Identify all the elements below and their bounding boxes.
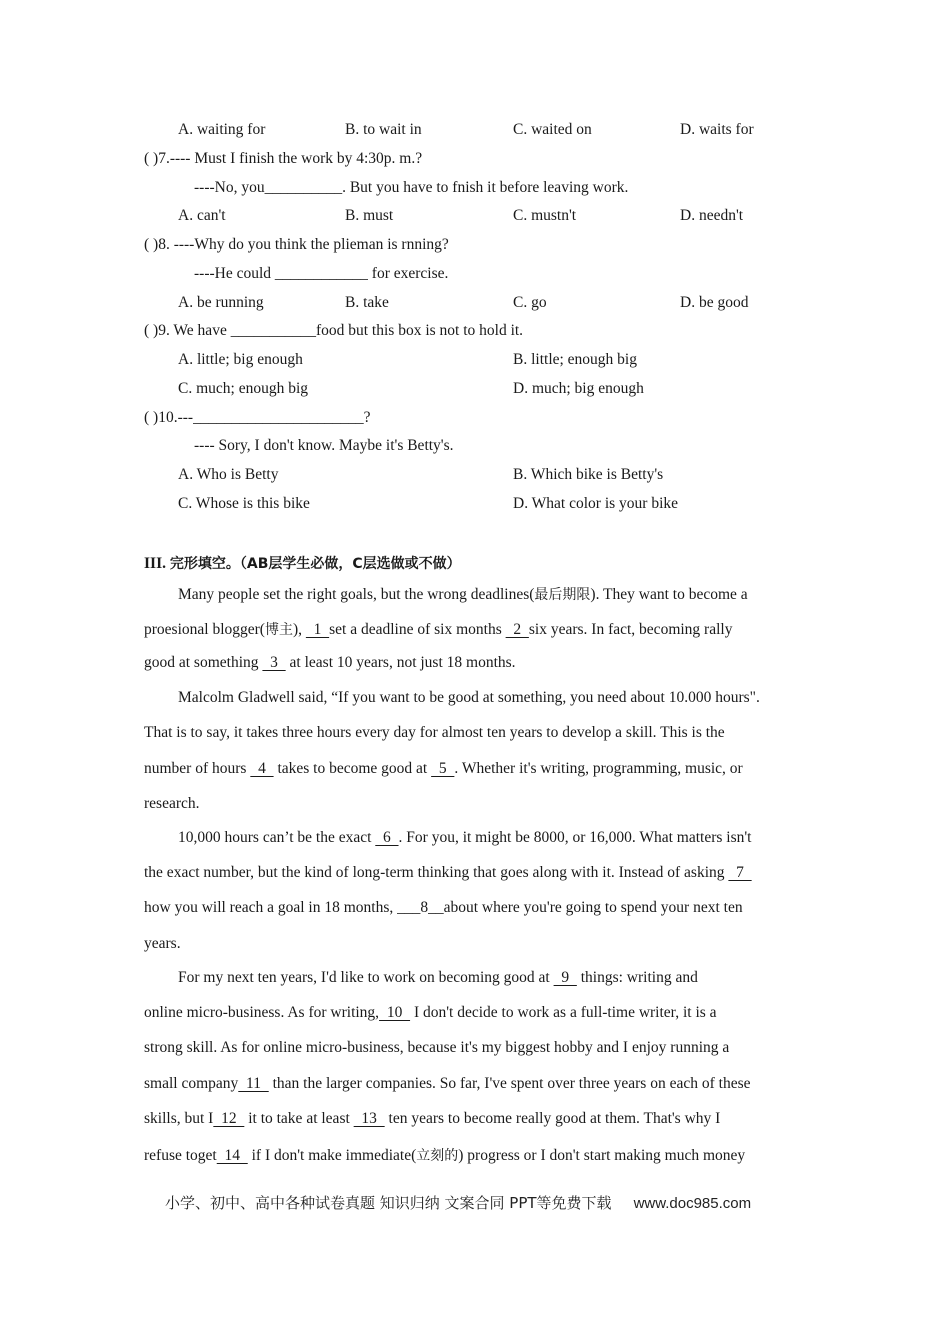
cloze-blank-10[interactable]: 10: [379, 1004, 411, 1021]
q9-option-d[interactable]: D. much; big enough: [513, 380, 644, 397]
cloze-blank-4[interactable]: 4: [250, 760, 274, 777]
cloze-blank-1[interactable]: 1: [305, 621, 330, 638]
q7-option-b[interactable]: B. must: [345, 207, 394, 224]
q7-reply: ----No, you__________. But you have to fnish it before leaving work.: [194, 179, 629, 196]
q8-answer-blank[interactable]: ____________: [274, 265, 368, 282]
q6-option-c[interactable]: C. waited on: [513, 121, 592, 138]
q8-option-b[interactable]: B. take: [345, 294, 389, 311]
cloze-blank-6[interactable]: 6: [375, 829, 399, 846]
q8-stem: ( )8. ----Why do you think the plieman is rnning?: [144, 236, 449, 253]
q9-stem: ( )9. We have ___________food but this box is not to hold it.: [144, 322, 524, 339]
page-footer: [165, 1192, 751, 1213]
cloze-blank-5[interactable]: 5: [431, 760, 455, 777]
q7-stem: ( )7.---- Must I finish the work by 4:30p. m.?: [144, 150, 423, 167]
cloze-blank-12[interactable]: 12: [213, 1110, 245, 1127]
q8-reply: ----He could ____________ for exercise.: [194, 265, 449, 282]
q10-option-a[interactable]: A. Who is Betty: [178, 466, 279, 483]
cloze-blank-14[interactable]: 14: [216, 1147, 248, 1164]
q6-option-b[interactable]: B. to wait in: [345, 121, 422, 138]
q10-answer-blank[interactable]: ______________________: [193, 409, 364, 426]
q8-option-a[interactable]: A. be running: [178, 294, 264, 311]
q7-option-c[interactable]: C. mustn't: [513, 207, 577, 224]
cloze-blank-7[interactable]: 7: [728, 864, 752, 881]
footer-text: 小学、初中、高中各种试卷真题 知识归纳 文案合同 PPT等免费下载: [165, 1194, 612, 1212]
q9-option-c[interactable]: C. much; enough big: [178, 380, 309, 397]
cloze-blank-3[interactable]: 3: [262, 654, 286, 671]
exam-page: A. waiting for B. to wait in C. waited on D. waits for ( )7.---- Must I finish the work by 4:30p. m.? ----No, you__________. But you have to fnish it before leaving work. A. can't B. must C. mustn't D. needn't ( )8. ----Why do you think the plieman is rnning? ----He could ____________ for exercise. A. be running B. take C. go D. be good ( )9. We have ___________food but this box is not to hold it. A. little; big enough B. little; enough big C. much; enough big D. much; big enough ( )10.---______________________? ---- Sory, I don't know. Maybe it's Betty's. A. Who is Betty B. Which bike is Betty's C. Whose is this bike D. What color is your bike III. 完形填空。（AB层学生必做，C层选做或不做） Many people set the right goals, but the wrong deadlines(最后期限). They want to become a proesional blogger(博主), 1 set a deadline of six months 2 six years. In fact, becoming rally good at something 3 at least 10 years, not just 18 months. Malcolm Gladwell said, “If you want to be good at something, you need about 10.000 hours". That is to say, it takes three hours every day for almost ten years to develop a skill. This is the number of hours 4 takes to become good at 5 . Whether it's writing, programming, music, or research. 10,000 hours can’t be the exact 6 . For you, it might be 8000, or 16,000. What matters isn't the exact number, but the kind of long-term thinking that goes along with it. Instead of asking 7 how you will reach a goal in 18 months, ___8__about where you're going to spend your next ten years. For my next ten years, I'd like to work on becoming good at 9 things: writing and online micro-business. As for writing, 10 I don't decide to work as a full-time writer, it is a strong skill. As for online micro-business, because it's my biggest hobby and I enjoy running a small company 11 than the larger companies. So far, I've spent over three years on each of these skills, but I 12 it to take at least 13 ten years to become really good at them. That's why I refuse toget 14 if I don't make immediate(立刻的) progress or I don't start making much money 小学、初中、高中各种试卷真题 知识归纳 文案合同 PPT等免费下载 www.doc985.com: [144, 121, 760, 1212]
cloze-blank-8[interactable]: ___8__: [397, 899, 444, 916]
cloze-blank-13[interactable]: 13: [353, 1110, 385, 1127]
q10-reply: ---- Sory, I don't know. Maybe it's Betty's.: [194, 437, 454, 454]
q10-option-b[interactable]: B. Which bike is Betty's: [513, 466, 664, 483]
q8-option-c[interactable]: C. go: [513, 294, 547, 311]
footer-site-link[interactable]: www.doc985.com: [633, 1195, 752, 1212]
q8-option-d[interactable]: D. be good: [680, 294, 749, 311]
cloze-blank-11[interactable]: 11: [238, 1075, 269, 1092]
q7-option-d[interactable]: D. needn't: [680, 207, 744, 224]
q6-option-d[interactable]: D. waits for: [680, 121, 754, 138]
cloze-blank-2[interactable]: 2: [505, 621, 529, 638]
q7-option-a[interactable]: A. can't: [178, 207, 226, 224]
q6-option-a[interactable]: A. waiting for: [178, 121, 266, 138]
q9-answer-blank[interactable]: ___________: [230, 322, 316, 339]
q9-option-b[interactable]: B. little; enough big: [513, 351, 637, 368]
q10-option-c[interactable]: C. Whose is this bike: [178, 495, 310, 512]
q9-option-a[interactable]: A. little; big enough: [178, 351, 303, 368]
q10-option-d[interactable]: D. What color is your bike: [513, 495, 679, 512]
cloze-blank-9[interactable]: 9: [553, 969, 577, 986]
q7-answer-blank[interactable]: __________: [264, 179, 343, 196]
section-heading: III. 完形填空。（AB层学生必做，C层选做或不做）: [144, 555, 461, 572]
q10-stem: ( )10.---______________________?: [144, 409, 371, 426]
